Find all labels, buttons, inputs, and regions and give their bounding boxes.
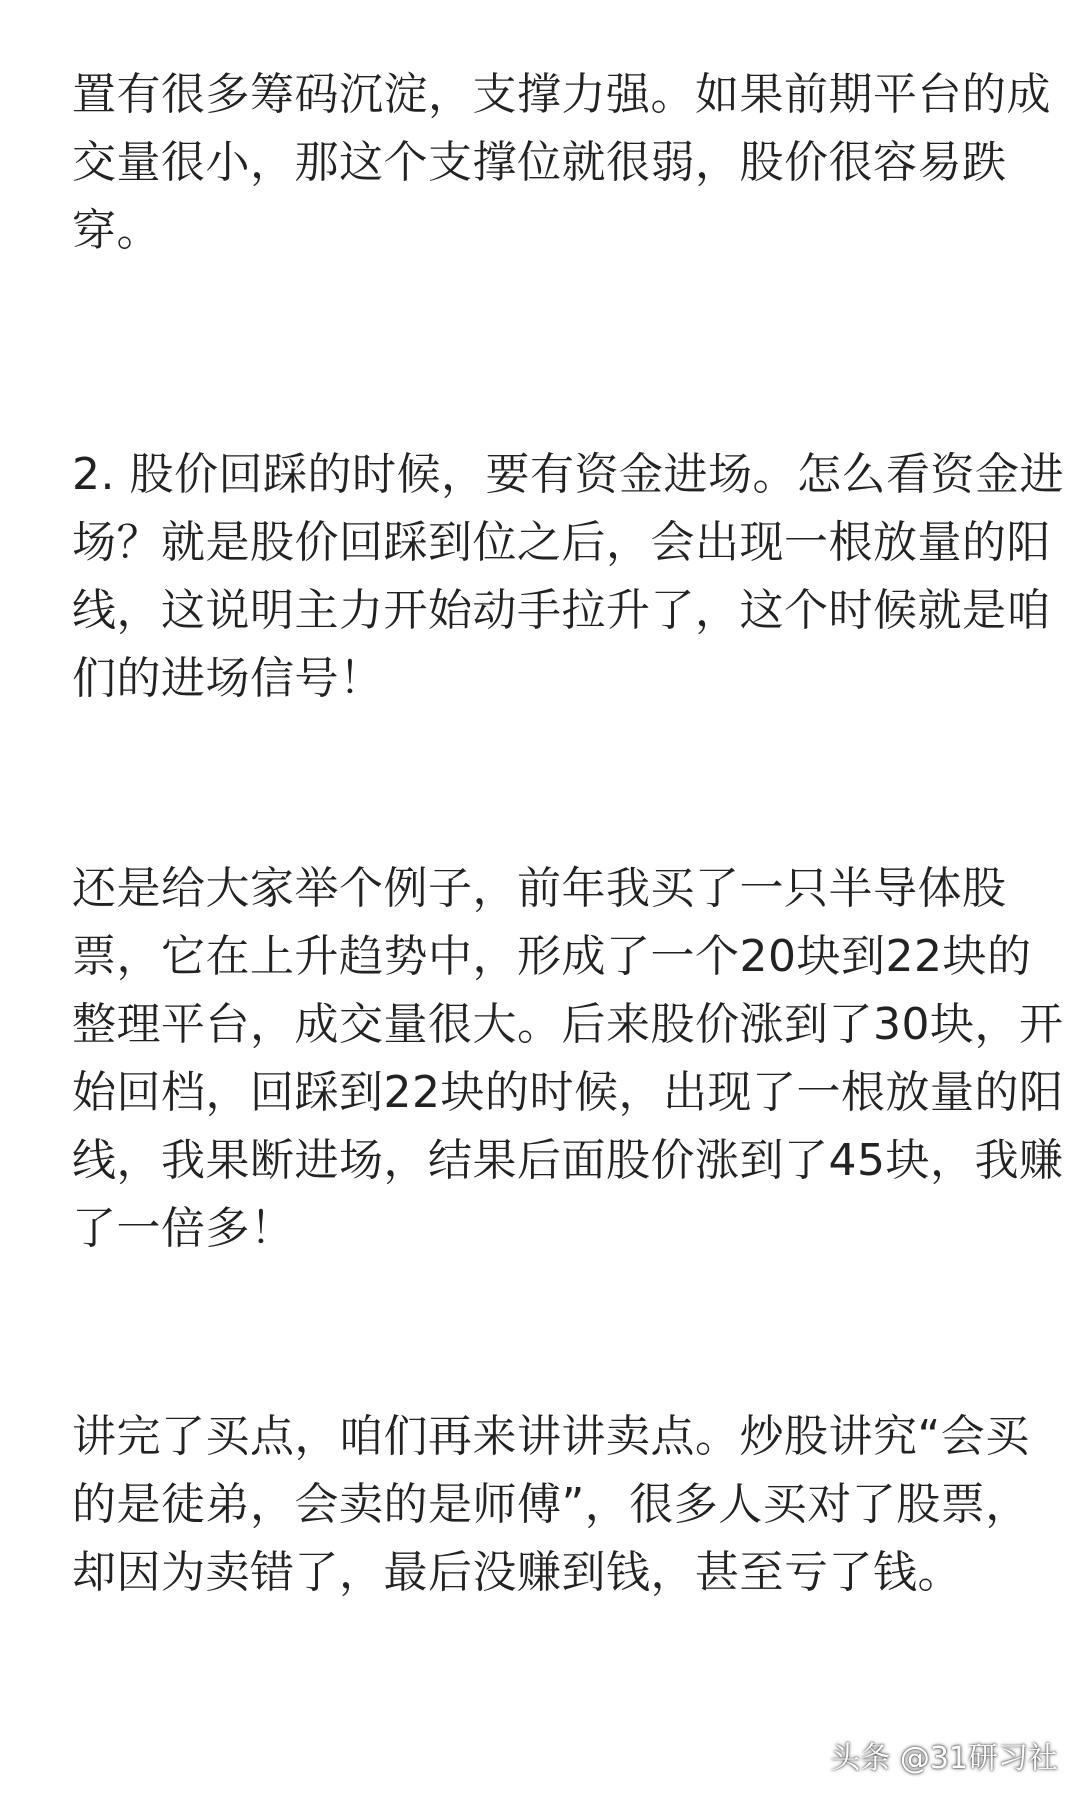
paragraph-1-line-3: 穿。	[72, 205, 161, 256]
paragraph-2-line-3: 线，这说明主力开始动手拉升了，这个时候就是咱	[72, 585, 1051, 636]
paragraph-4-line-2: 的是徒弟，会卖的是师傅”，很多人买对了股票，	[72, 1479, 1030, 1530]
paragraph-4-line-1: 讲完了买点，咱们再来讲讲卖点。炒股讲究“会买	[72, 1411, 1030, 1462]
paragraph-3-line-3: 整理平台，成交量很大。后来股价涨到了30块，开	[72, 999, 1064, 1050]
watermark	[830, 1732, 1058, 1778]
paragraph-2-line-4: 们的进场信号！	[72, 653, 384, 704]
paragraph-3-line-2: 票，它在上升趋势中，形成了一个20块到22块的	[72, 931, 1032, 982]
paragraph-1-line-2: 交量很小，那这个支撑位就很弱，股价很容易跌	[72, 137, 1007, 188]
paragraph-2-line-1: 2. 股价回踩的时候，要有资金进场。怎么看资金进	[72, 449, 1064, 500]
paragraph-3-line-5: 线，我果断进场，结果后面股价涨到了45块，我赚	[72, 1135, 1064, 1186]
paragraph-3-line-1: 还是给大家举个例子，前年我买了一只半导体股	[72, 863, 1007, 914]
paragraph-1-line-1: 置有很多筹码沉淀，支撑力强。如果前期平台的成	[72, 69, 1051, 120]
paragraph-3-line-6: 了一倍多！	[72, 1203, 295, 1254]
watermark-text: 头条 @31研习社	[830, 1741, 1058, 1776]
paragraph-3-line-4: 始回档，回踩到22块的时候，出现了一根放量的阳	[72, 1067, 1064, 1118]
paragraph-2-line-2: 场？就是股价回踩到位之后，会出现一根放量的阳	[72, 517, 1051, 568]
paragraph-4-line-3: 却因为卖错了，最后没赚到钱，甚至亏了钱。	[72, 1547, 962, 1598]
